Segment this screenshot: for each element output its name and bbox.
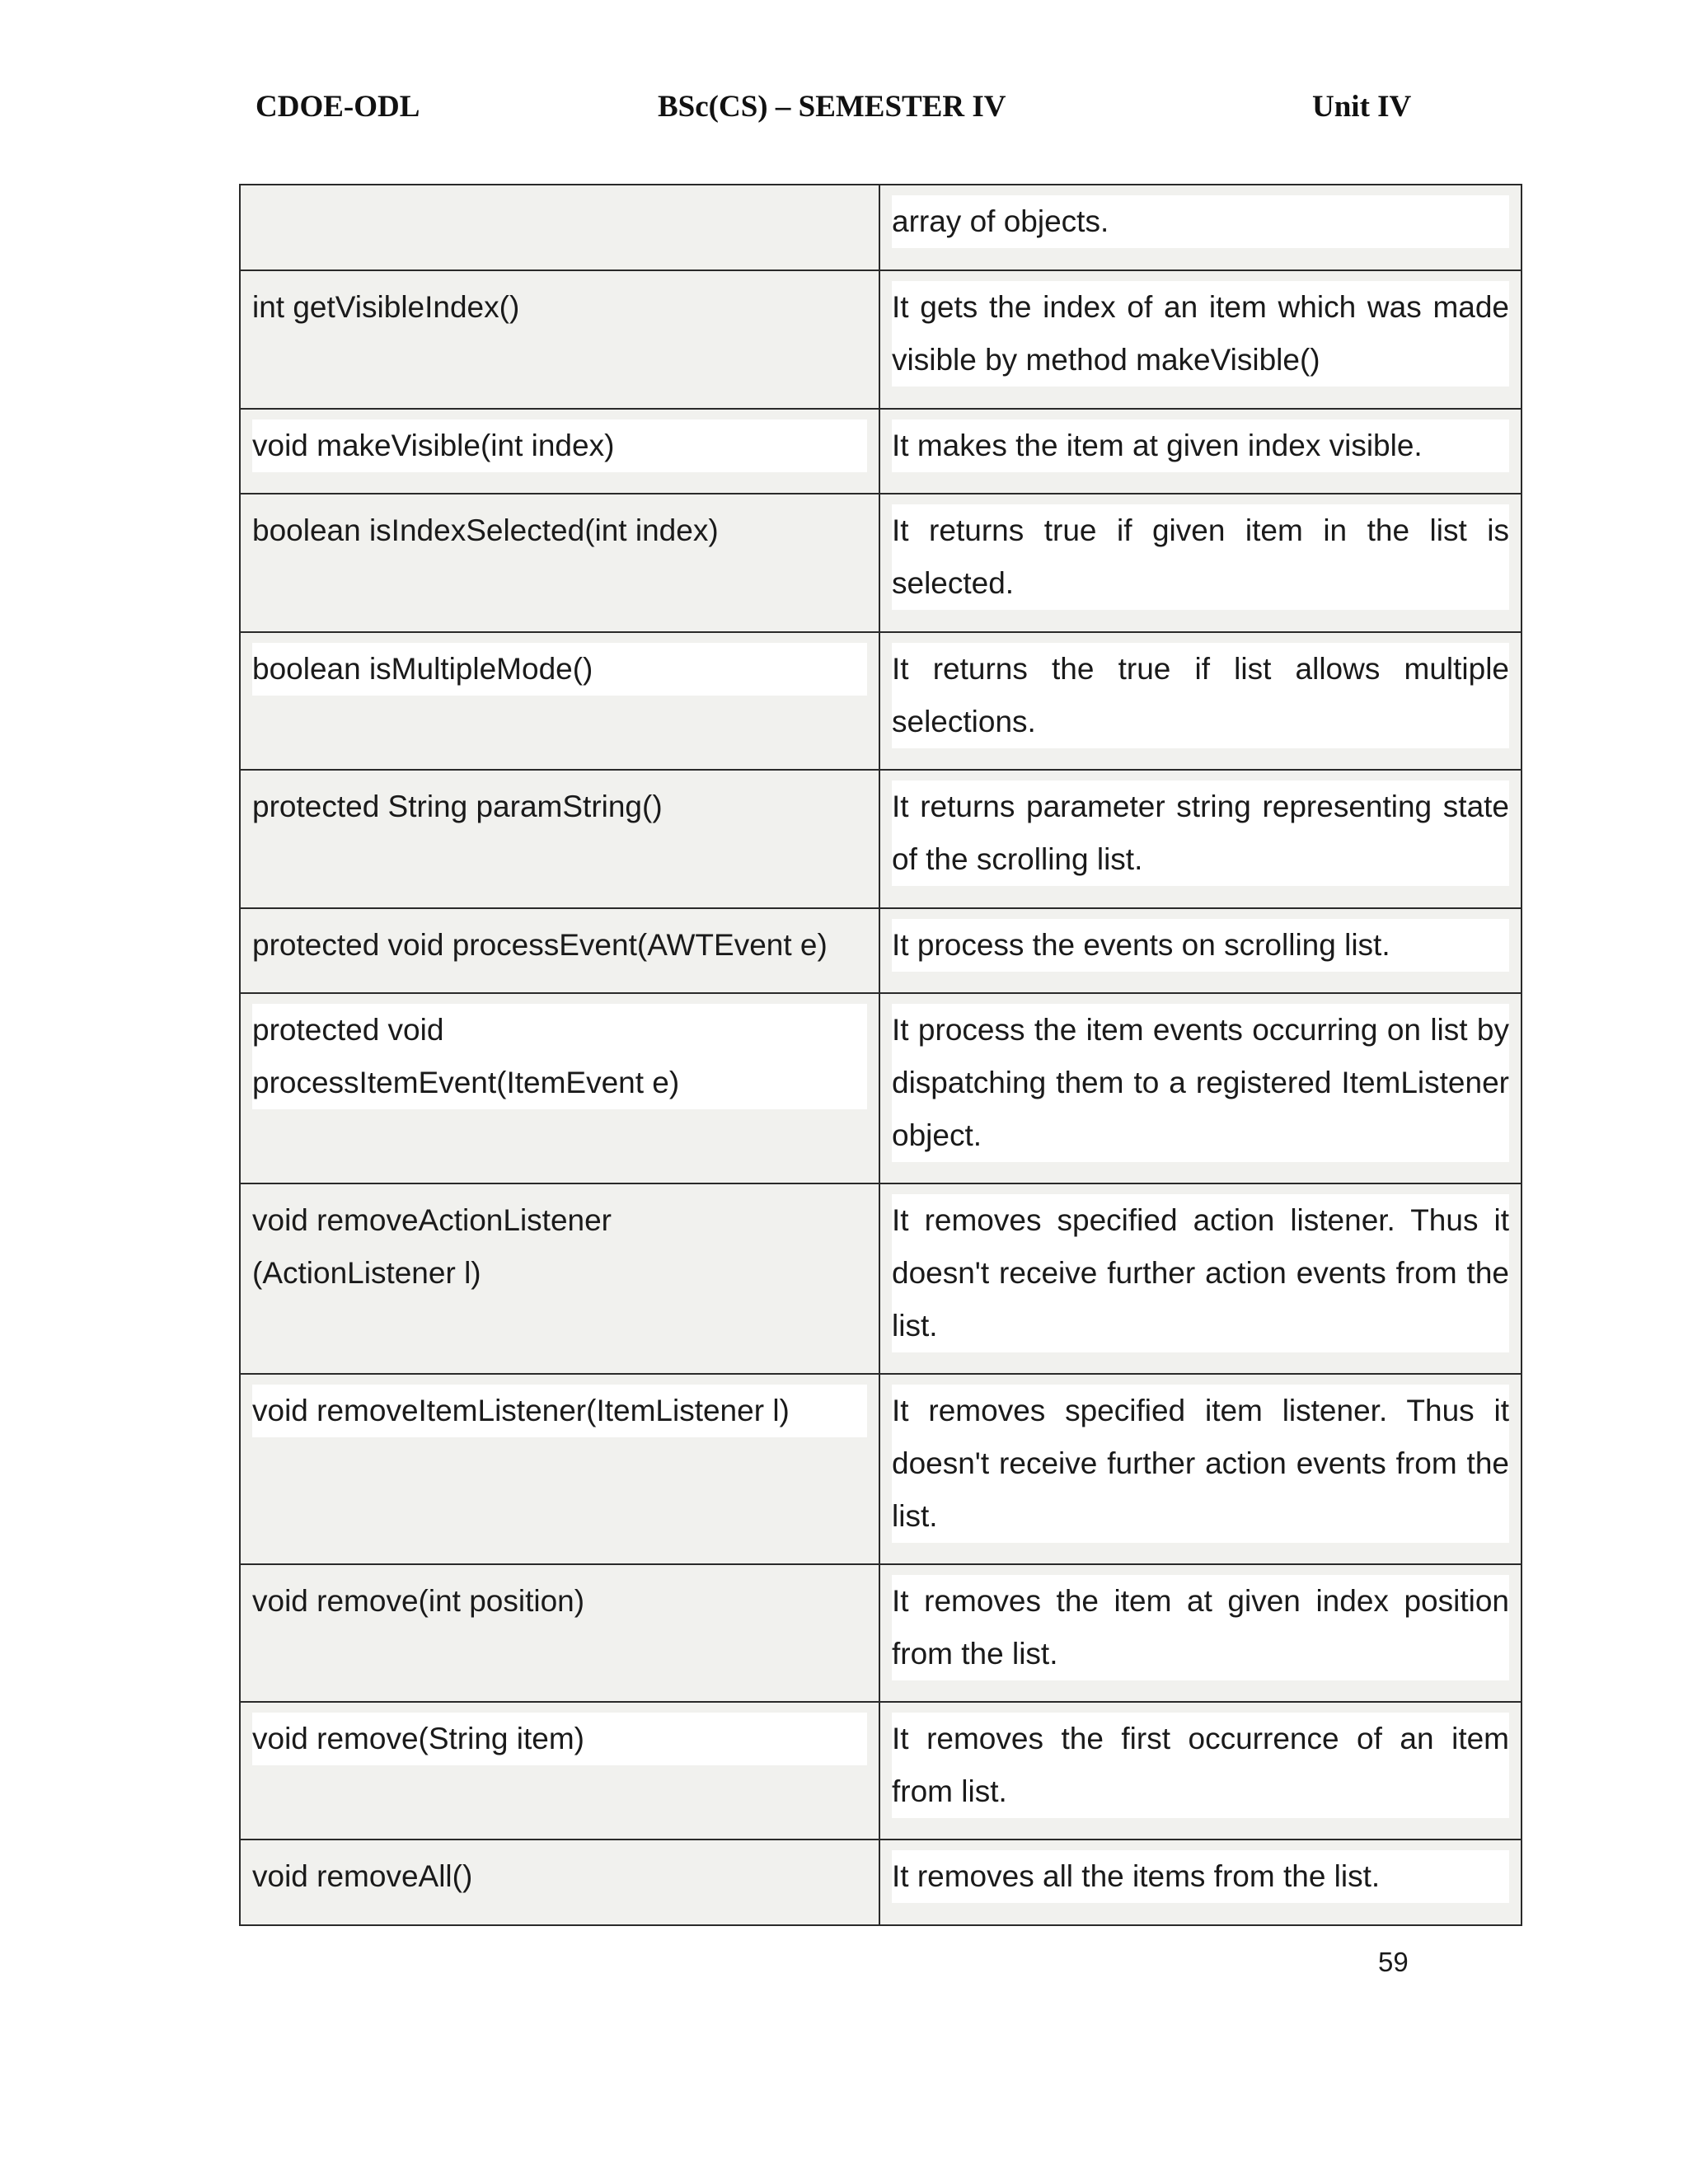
description-text: It removes the first occurrence of an item from list. [892, 1713, 1509, 1818]
header-institution: CDOE-ODL [256, 90, 420, 124]
methods-table-body [240, 185, 1522, 1925]
description-text: It gets the index of an item which was made visible by method makeVisible() [892, 281, 1509, 387]
method-cell [240, 409, 879, 494]
description-cell [879, 1702, 1522, 1840]
table-row [240, 1840, 1522, 1925]
method-text: protected void processEvent(AWTEvent e) [252, 928, 828, 962]
table-row [240, 1702, 1522, 1840]
table-row [240, 409, 1522, 494]
table-row [240, 1374, 1522, 1564]
method-cell [240, 1183, 879, 1374]
table-row [240, 770, 1522, 908]
method-text: void remove(String item) [252, 1713, 867, 1765]
method-cell [240, 632, 879, 770]
header-unit: Unit IV [1312, 90, 1412, 124]
description-cell [879, 1564, 1522, 1702]
method-cell [240, 185, 879, 270]
description-text: It removes specified item listener. Thus it doesn't receive further action events from the list. [892, 1385, 1509, 1543]
description-cell [879, 1183, 1522, 1374]
table-row [240, 185, 1522, 270]
method-text: void removeActionListener (ActionListener l) [252, 1203, 612, 1290]
description-text: It removes specified action listener. Thus it doesn't receive further action events from the list. [892, 1194, 1509, 1352]
description-cell [879, 1840, 1522, 1925]
table-row [240, 993, 1522, 1183]
method-text: protected String paramString() [252, 790, 663, 823]
description-cell [879, 770, 1522, 908]
method-text: int getVisibleIndex() [252, 290, 520, 324]
method-cell [240, 1374, 879, 1564]
description-cell [879, 908, 1522, 993]
page-number: 59 [1378, 1947, 1409, 1977]
description-text: array of objects. [892, 195, 1509, 248]
method-cell [240, 770, 879, 908]
description-cell [879, 1374, 1522, 1564]
method-text: protected void processItemEvent(ItemEvent e) [252, 1004, 867, 1109]
table-row [240, 908, 1522, 993]
description-text: It returns true if given item in the list is selected. [892, 504, 1509, 610]
description-cell [879, 632, 1522, 770]
header-course: BSc(CS) – SEMESTER IV [658, 90, 1006, 124]
table-row [240, 632, 1522, 770]
page-header [0, 89, 1688, 138]
method-text: void removeAll() [252, 1859, 473, 1893]
method-text: void removeItemListener(ItemListener l) [252, 1385, 867, 1437]
description-text: It returns the true if list allows multiple selections. [892, 643, 1509, 748]
description-text: It process the item events occurring on list by dispatching them to a registered ItemListener object. [892, 1004, 1509, 1162]
method-cell [240, 270, 879, 409]
description-text: It process the events on scrolling list. [892, 919, 1509, 972]
table-row [240, 270, 1522, 409]
description-cell [879, 185, 1522, 270]
description-text: It makes the item at given index visible. [892, 419, 1509, 472]
method-text: boolean isIndexSelected(int index) [252, 513, 719, 547]
description-cell [879, 270, 1522, 409]
method-cell [240, 1564, 879, 1702]
method-text: boolean isMultipleMode() [252, 643, 867, 696]
description-cell [879, 993, 1522, 1183]
table-row [240, 1564, 1522, 1702]
table-row [240, 494, 1522, 632]
method-cell [240, 908, 879, 993]
description-cell [879, 494, 1522, 632]
method-cell [240, 1702, 879, 1840]
description-text: It returns parameter string representing state of the scrolling list. [892, 780, 1509, 886]
description-text: It removes the item at given index position from the list. [892, 1575, 1509, 1680]
method-text: void makeVisible(int index) [252, 419, 867, 472]
method-cell [240, 993, 879, 1183]
table-row [240, 1183, 1522, 1374]
method-cell [240, 1840, 879, 1925]
method-cell [240, 494, 879, 632]
description-text: It removes all the items from the list. [892, 1850, 1509, 1903]
description-cell [879, 409, 1522, 494]
methods-table [239, 184, 1522, 1926]
method-text: void remove(int position) [252, 1584, 585, 1618]
